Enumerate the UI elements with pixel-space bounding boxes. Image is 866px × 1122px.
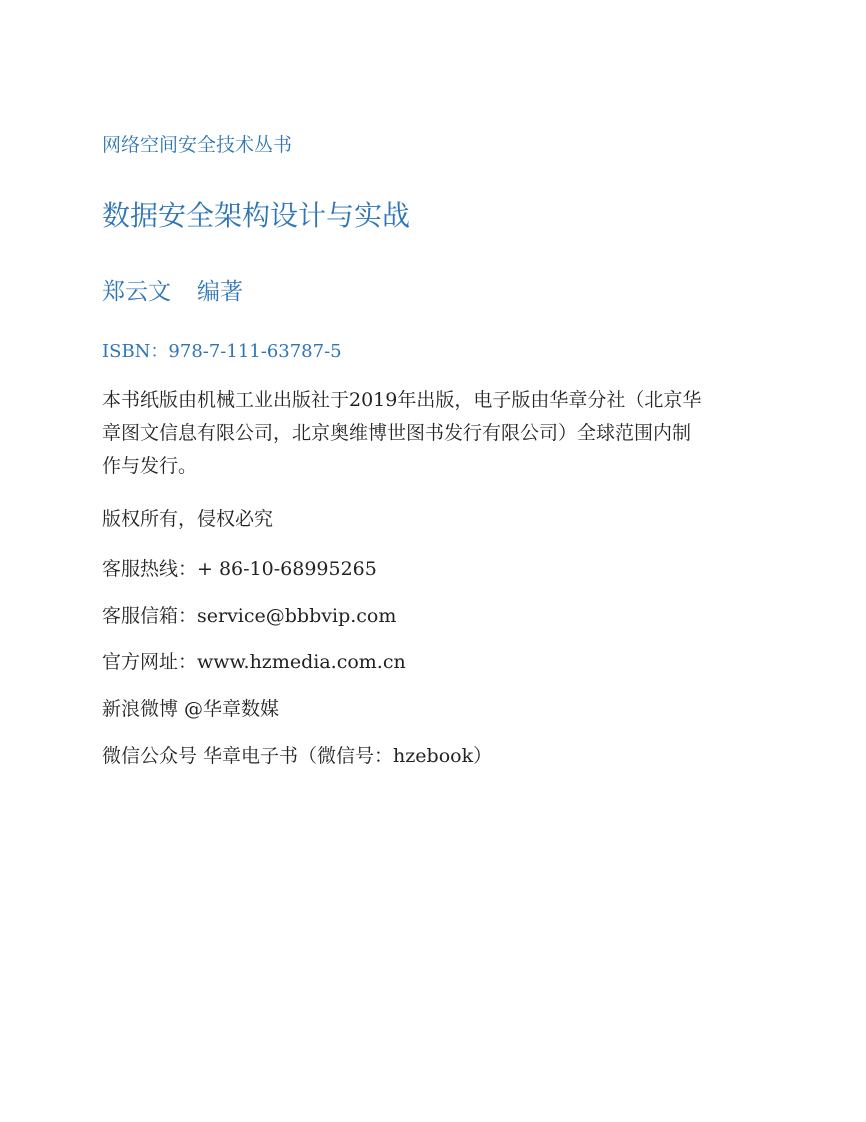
statement-line: 作与发行。	[102, 455, 198, 477]
isbn: ISBN：978-7-111-63787-5	[102, 341, 342, 362]
rights-notice: 版权所有，侵权必究	[102, 508, 274, 530]
statement-line: 章图文信息有限公司，北京奥维博世图书发行有限公司）全球范围内制	[102, 422, 692, 444]
customer-hotline: 客服热线：+ 86-10-68995265	[102, 558, 377, 580]
book-title: 数据安全架构设计与实战	[102, 199, 411, 232]
weibo-account: 新浪微博 @华章数媒	[102, 698, 280, 720]
wechat-account: 微信公众号 华章电子书（微信号：hzebook）	[102, 745, 493, 767]
statement-line: 本书纸版由机械工业出版社于2019年出版，电子版由华章分社（北京华	[102, 389, 702, 411]
customer-email: 客服信箱：service@bbbvip.com	[102, 605, 397, 627]
author-name: 郑云文	[102, 279, 171, 305]
copyright-statement	[102, 384, 782, 483]
series-name: 网络空间安全技术丛书	[102, 134, 293, 156]
official-website: 官方网址：www.hzmedia.com.cn	[102, 651, 406, 673]
author-role: 编著	[197, 279, 243, 305]
author-line	[102, 277, 782, 307]
